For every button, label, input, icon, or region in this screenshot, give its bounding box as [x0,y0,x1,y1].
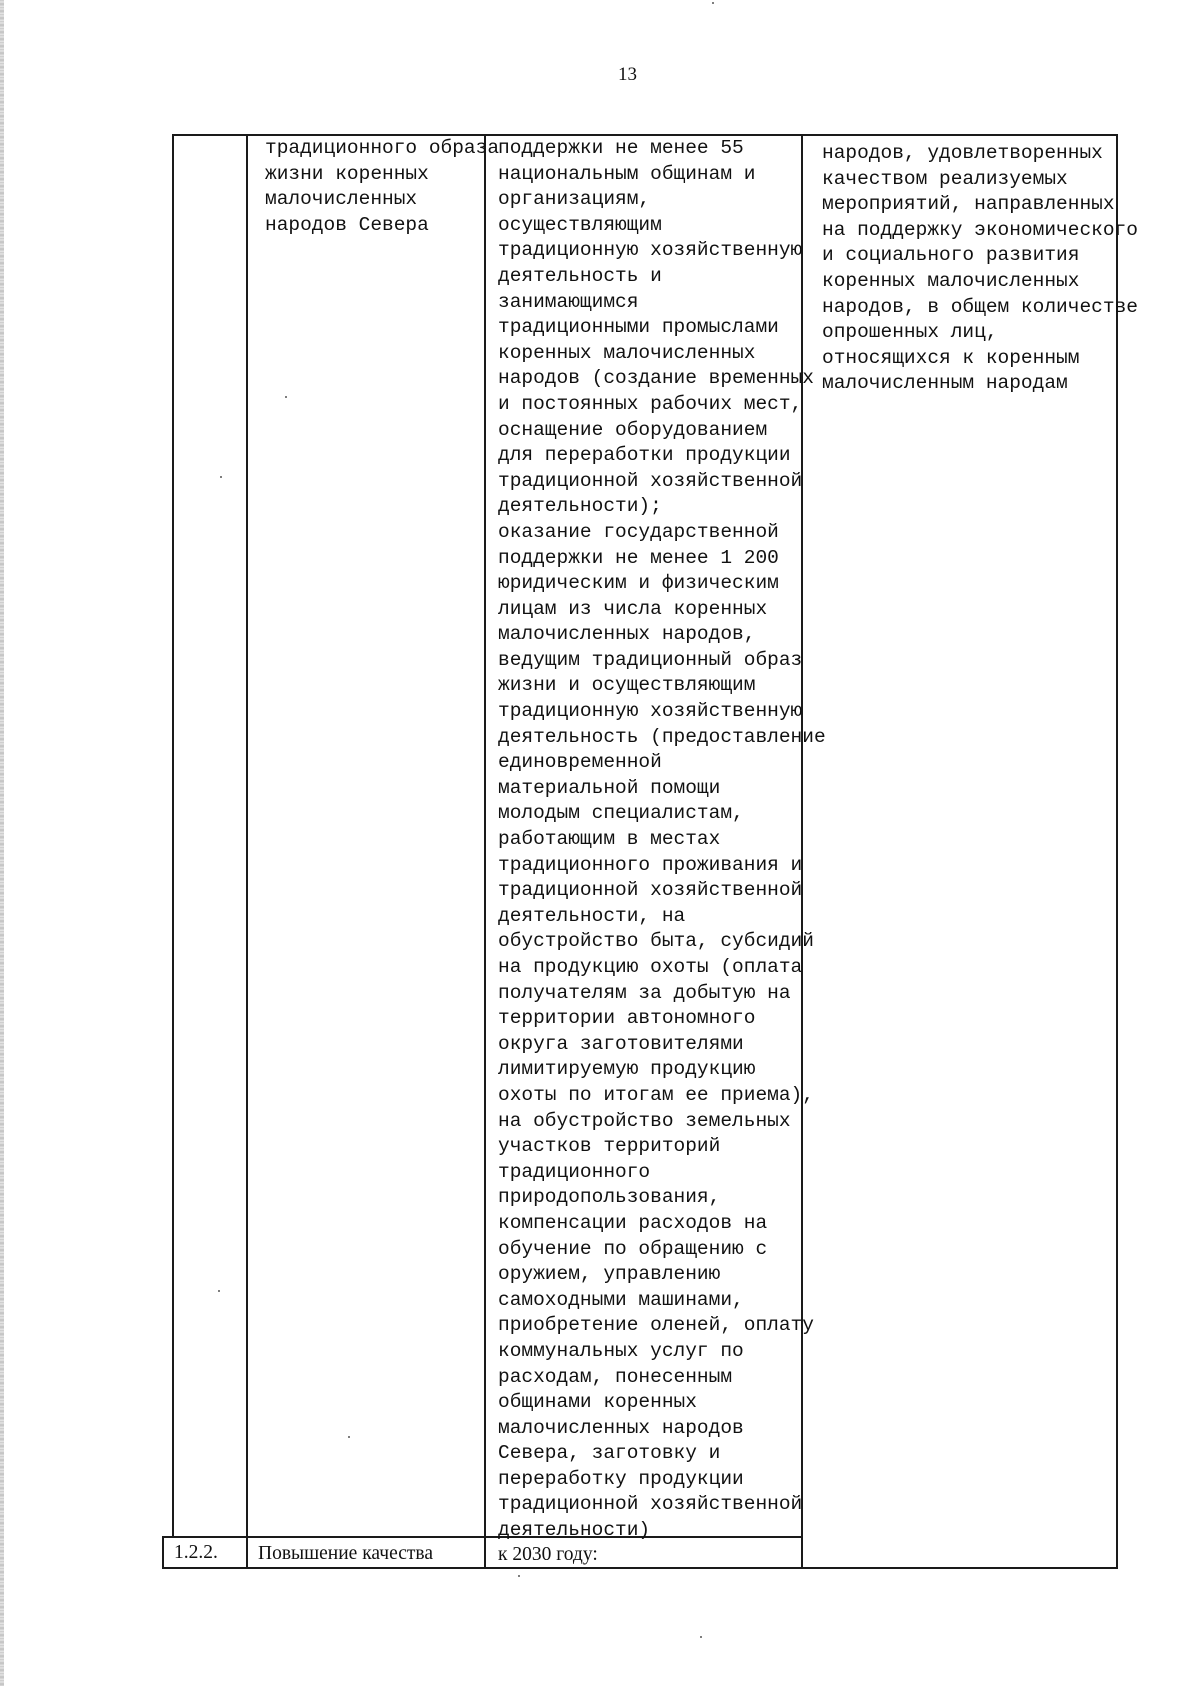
scan-speck [712,2,714,4]
scan-speck [700,1636,702,1638]
indicator-cell: народов, удовлетворенных качеством реализуемых мероприятий, направленных на поддержку экономического и социального развития коренных малочисленных народов, в общем количестве опрошенных лиц, относящихся к коренным малочисленным народам [822,142,1138,395]
table-bottom-border [162,1567,1118,1569]
column-divider-1 [246,134,248,1569]
column-divider-2 [484,134,486,1569]
measure-title-cell: Повышение качества [258,1543,433,1564]
scan-speck [218,1290,220,1292]
scan-speck [220,476,222,478]
scan-edge-artifact [0,0,4,1686]
row-2-left-border [162,1536,164,1569]
page-number: 13 [618,64,637,85]
scan-speck [518,1575,520,1577]
measures-table [162,134,1138,1570]
scan-speck [348,1436,350,1438]
scan-speck [285,396,287,398]
measure-cell: традиционного образа жизни коренных малочисленных народов Севера [265,137,500,236]
result-cell: поддержки не менее 55 национальным общинам и организациям, осуществляющим традиционную хозяйственную деятельность и занимающимся традиционными промыслами коренных малочисленных народов (создание временных и постоянных рабочих мест, оснащение оборудованием для переработки продукции традиционной хозяйственной деятельности); оказание государственной поддержки не менее 1 200 юридическим и физическим лицам из числа коренных малочисленных народов, ведущим традиционный образ жизни и осуществляющим традиционную хозяйственную деятельность (предоставление единовременной материальной помощи молодым специалистам, работающим в местах традиционного проживания и традиционной хозяйственной деятельности, на обустройство быта, субсидий на продукцию охоты (оплата получателям за добытую на территории автономного округа заготовителями лимитируемую продукцию охоты по итогам ее приема), на обустройство земельных участков территорий традиционного природопользования, компенсации расходов на обучение по обращению с оружием, управлению самоходными машинами, приобретение оленей, оплату коммунальных услуг по расходам, понесенным общинами коренных малочисленных народов Севера, заготовку и переработку продукции традиционной хозяйственной деятельности) [498,137,826,1542]
result-deadline-cell: к 2030 году: [498,1544,598,1565]
table-left-border [172,134,174,1538]
item-number-cell: 1.2.2. [174,1542,218,1563]
